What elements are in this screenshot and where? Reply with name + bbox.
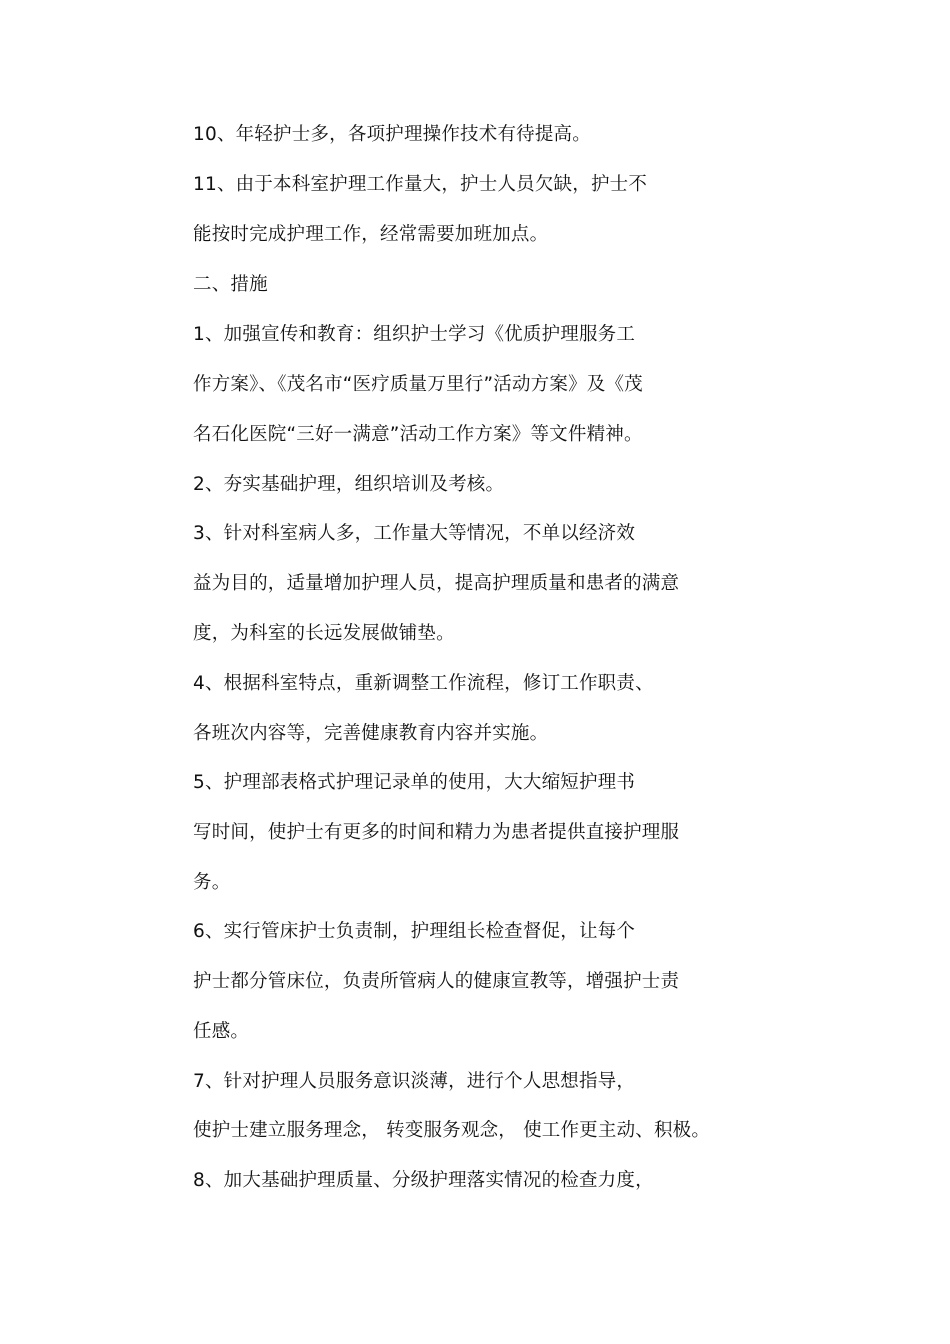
- section-heading: 二、措施: [193, 274, 268, 295]
- text-line: 1、加强宣传和教育：组织护士学习《优质护理服务工: [193, 324, 636, 345]
- text-line: 任感。: [193, 1021, 250, 1042]
- text-line: 11、由于本科室护理工作量大，护士人员欠缺，护士不: [193, 174, 648, 195]
- text-line: 务。: [193, 872, 231, 893]
- text-line: 7、针对护理人员服务意识淡薄，进行个人思想指导，: [193, 1071, 636, 1092]
- text-line: 名石化医院“三好一满意”活动工作方案》等文件精神。: [193, 424, 643, 445]
- text-line: 8、加大基础护理质量、分级护理落实情况的检查力度，: [193, 1170, 654, 1191]
- text-line: 写时间，使护士有更多的时间和精力为患者提供直接护理服: [193, 822, 680, 843]
- text-line: 各班次内容等，完善健康教育内容并实施。: [193, 723, 549, 744]
- text-line: 益为目的，适量增加护理人员，提高护理质量和患者的满意: [193, 573, 680, 594]
- text-line: 护士都分管床位，负责所管病人的健康宣教等，增强护士责: [193, 971, 680, 992]
- text-line: 4、根据科室特点，重新调整工作流程，修订工作职责、: [193, 673, 654, 694]
- text-line: 能按时完成护理工作，经常需要加班加点。: [193, 224, 549, 245]
- text-line: 2、夯实基础护理，组织培训及考核。: [193, 474, 505, 495]
- text-line: 3、针对科室病人多，工作量大等情况，不单以经济效: [193, 523, 636, 544]
- text-line: 作方案》、《茂名市“医疗质量万里行”活动方案》及《茂: [193, 374, 643, 395]
- text-line: 使护士建立服务理念， 转变服务观念， 使工作更主动、积极。: [193, 1120, 711, 1141]
- text-line: 6、实行管床护士负责制，护理组长检查督促，让每个: [193, 921, 636, 942]
- text-line: 5、护理部表格式护理记录单的使用，大大缩短护理书: [193, 772, 636, 793]
- text-line: 10、年轻护士多，各项护理操作技术有待提高。: [193, 124, 591, 145]
- text-line: 度，为科室的长远发展做铺垫。: [193, 623, 455, 644]
